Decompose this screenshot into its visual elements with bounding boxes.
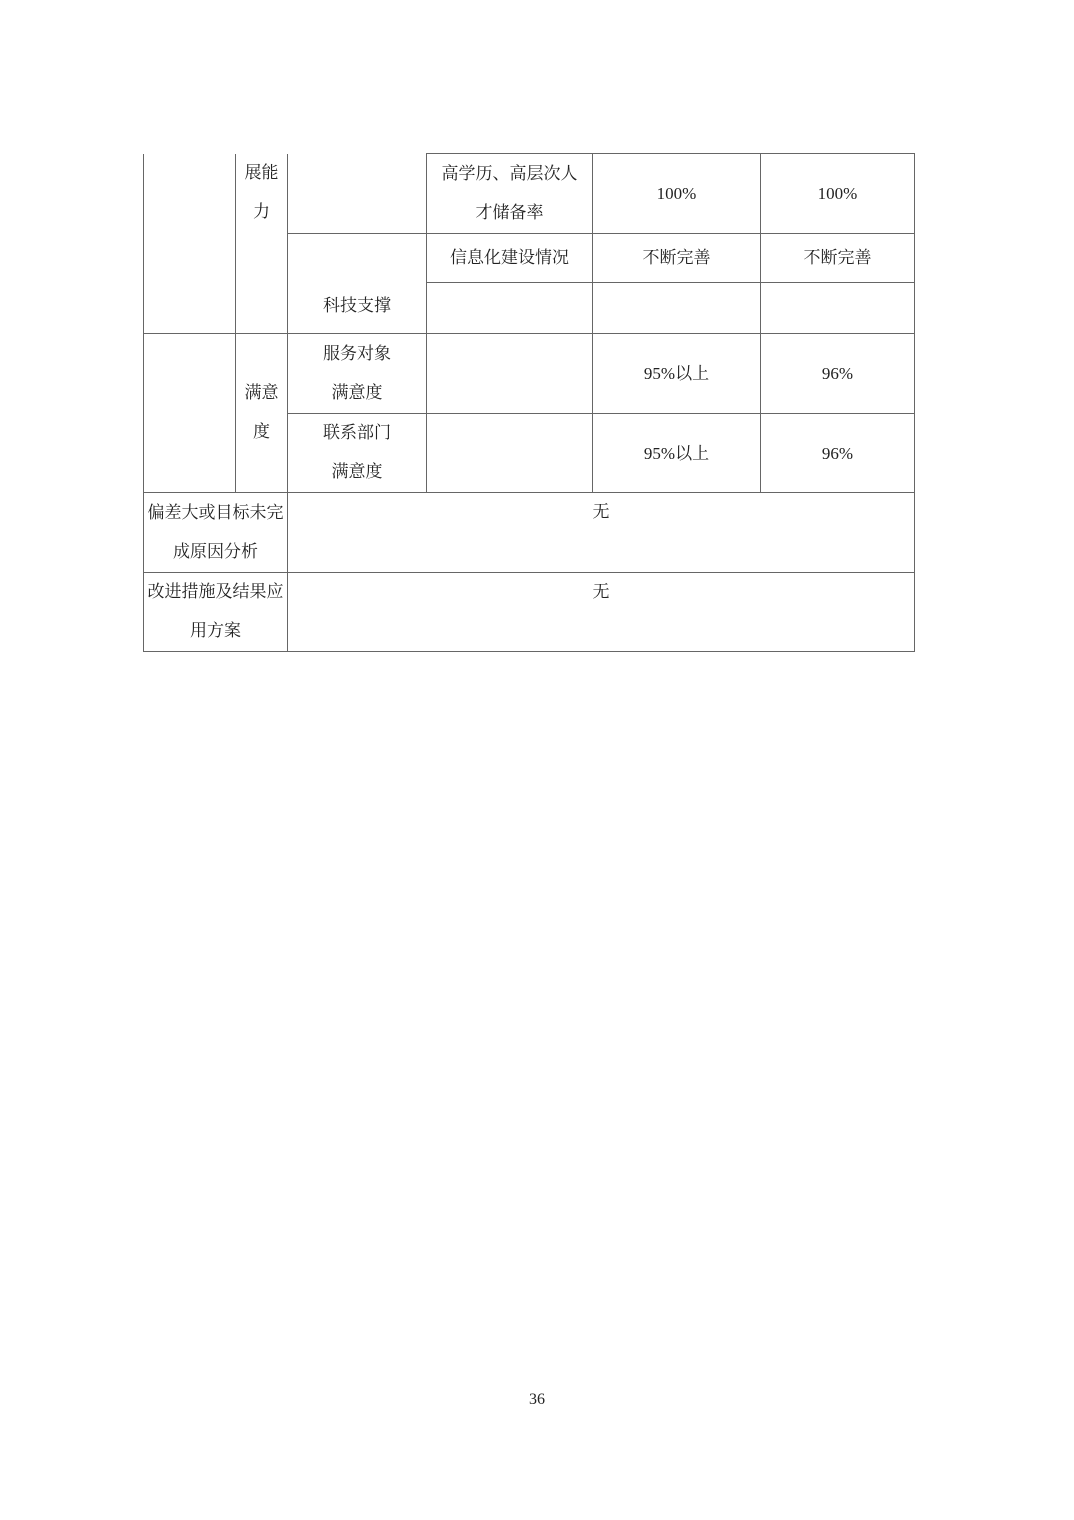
empty-cell	[427, 283, 593, 334]
deviation-label: 偏差大或目标未完成原因分析	[147, 502, 284, 562]
category-cell	[288, 334, 427, 414]
target-value: 95%以上	[593, 414, 761, 493]
actual-value: 不断完善	[761, 234, 915, 283]
indicator-cell	[427, 154, 593, 234]
performance-table	[143, 153, 915, 652]
page-number: 36	[529, 1391, 545, 1408]
subcategory-label: 展能力	[244, 162, 279, 222]
subcategory-label: 满意度	[244, 383, 279, 442]
empty-cell	[144, 154, 236, 334]
empty-cell	[427, 414, 593, 493]
actual-value: 96%	[761, 334, 915, 414]
improvement-label: 改进措施及结果应用方案	[147, 582, 284, 641]
improvement-value: 无	[592, 582, 610, 602]
category-label: 科技支撑	[323, 296, 391, 316]
table-row	[144, 334, 915, 414]
deviation-value-cell	[288, 493, 915, 573]
subcategory-cell	[236, 154, 288, 334]
table-row	[144, 154, 915, 234]
target-value: 100%	[593, 154, 761, 234]
empty-cell	[761, 283, 915, 334]
indicator-label: 高学历、高层次人才储备率	[441, 163, 578, 223]
category-label: 联系部门满意度	[323, 423, 391, 482]
empty-cell	[427, 334, 593, 414]
actual-value: 100%	[761, 154, 915, 234]
deviation-value: 无	[592, 502, 610, 522]
category-cell	[288, 234, 427, 334]
indicator-label: 信息化建设情况	[427, 234, 593, 283]
empty-cell	[144, 334, 236, 493]
table-row	[144, 493, 915, 573]
actual-value: 96%	[761, 414, 915, 493]
target-value: 不断完善	[593, 234, 761, 283]
target-value: 95%以上	[593, 334, 761, 414]
category-cell	[288, 414, 427, 493]
improvement-value-cell	[288, 573, 915, 652]
deviation-label-cell	[144, 493, 288, 573]
empty-cell	[593, 283, 761, 334]
improvement-label-cell	[144, 573, 288, 652]
empty-cell	[288, 154, 427, 234]
table-row	[144, 573, 915, 652]
subcategory-cell	[236, 334, 288, 493]
category-label: 服务对象满意度	[323, 343, 391, 403]
